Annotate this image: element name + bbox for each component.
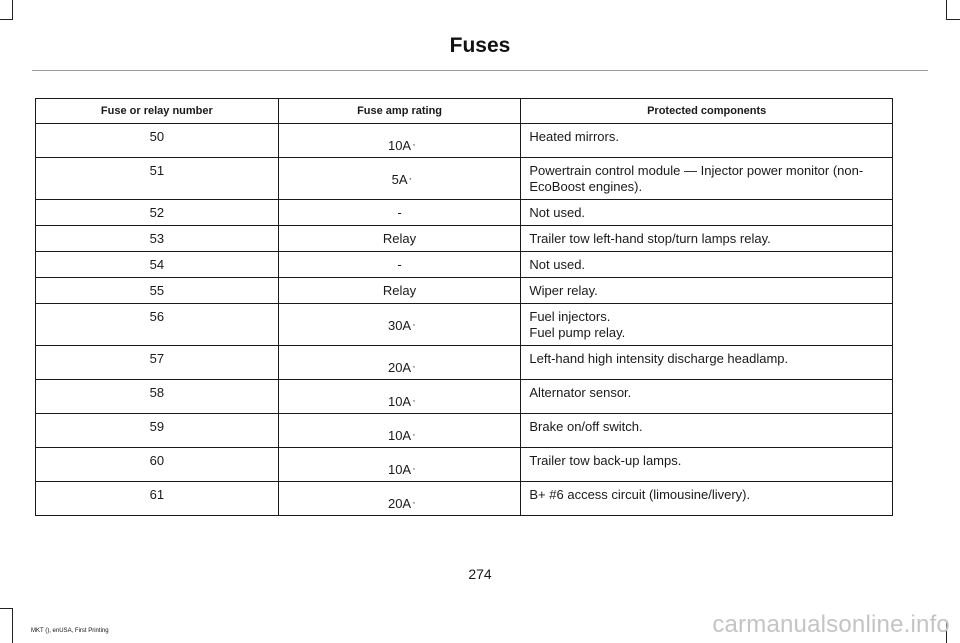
amp-rating-value: 10A bbox=[387, 428, 412, 443]
amp-rating-value: 10A bbox=[387, 394, 412, 409]
protected-components-cell: Powertrain control module — Injector power monitor (non-EcoBoost engines). bbox=[521, 158, 893, 200]
amp-rating-value: Relay bbox=[382, 283, 417, 298]
protected-components-cell: Left-hand high intensity discharge headlamp. bbox=[521, 346, 893, 380]
column-header-protected-components: Protected components bbox=[521, 99, 893, 124]
amp-rating-cell bbox=[278, 226, 521, 252]
header-rule bbox=[32, 70, 928, 71]
amp-rating-cell bbox=[278, 448, 521, 482]
protected-components-cell: Not used. bbox=[521, 200, 893, 226]
table-row bbox=[36, 278, 893, 304]
amp-rating-value: 30A bbox=[387, 318, 412, 333]
crop-mark-top-right-v bbox=[946, 0, 947, 20]
watermark: carmanualsonline.info bbox=[712, 611, 950, 638]
column-header-amp-rating: Fuse amp rating bbox=[278, 99, 521, 124]
protected-components-cell: B+ #6 access circuit (limousine/livery). bbox=[521, 482, 893, 516]
protected-components-cell: Trailer tow back-up lamps. bbox=[521, 448, 893, 482]
amp-rating-value: Relay bbox=[382, 231, 417, 246]
amp-rating-value: 20A bbox=[387, 496, 412, 511]
amp-rating-cell bbox=[278, 200, 521, 226]
amp-rating-cell bbox=[278, 252, 521, 278]
crop-mark-top-left-v bbox=[12, 0, 13, 20]
amp-rating-value: - bbox=[397, 205, 402, 220]
crop-mark-top-right-h bbox=[946, 19, 960, 20]
protected-components-cell: Alternator sensor. bbox=[521, 380, 893, 414]
amp-rating-value: - bbox=[397, 257, 402, 272]
fuse-number-cell: 60 bbox=[36, 448, 279, 482]
page-number: 274 bbox=[468, 566, 492, 582]
crop-mark-bottom-left-h bbox=[0, 608, 13, 609]
table-row bbox=[36, 124, 893, 158]
amp-rating-cell bbox=[278, 346, 521, 380]
table-row bbox=[36, 346, 893, 380]
fuse-number-cell: 53 bbox=[36, 226, 279, 252]
protected-components-cell: Brake on/off switch. bbox=[521, 414, 893, 448]
fuse-number-cell: 61 bbox=[36, 482, 279, 516]
amp-rating-cell bbox=[278, 278, 521, 304]
crop-mark-bottom-left-v bbox=[12, 608, 13, 643]
crop-mark-top-left-h bbox=[0, 19, 13, 20]
amp-rating-value: 5A bbox=[391, 172, 408, 187]
column-header-fuse-number: Fuse or relay number bbox=[36, 99, 279, 124]
table-row bbox=[36, 414, 893, 448]
fuse-number-cell: 50 bbox=[36, 124, 279, 158]
protected-components-cell: Not used. bbox=[521, 252, 893, 278]
table-row bbox=[36, 252, 893, 278]
fuse-number-cell: 52 bbox=[36, 200, 279, 226]
amp-rating-cell bbox=[278, 414, 521, 448]
amp-rating-value: 20A bbox=[387, 360, 412, 375]
fuse-number-cell: 56 bbox=[36, 304, 279, 346]
protected-components-cell: Trailer tow left-hand stop/turn lamps relay. bbox=[521, 226, 893, 252]
amp-rating-cell bbox=[278, 482, 521, 516]
footer-text: MKT (), enUSA, First Printing bbox=[31, 628, 109, 634]
amp-rating-cell bbox=[278, 304, 521, 346]
fuse-number-cell: 59 bbox=[36, 414, 279, 448]
amp-rating-value: 10A bbox=[387, 462, 412, 477]
table-row bbox=[36, 158, 893, 200]
amp-rating-cell bbox=[278, 124, 521, 158]
table-row bbox=[36, 380, 893, 414]
fuse-number-cell: 58 bbox=[36, 380, 279, 414]
table-header-row bbox=[36, 99, 893, 124]
protected-components-cell: Heated mirrors. bbox=[521, 124, 893, 158]
page-title: Fuses bbox=[449, 34, 511, 57]
fuse-table bbox=[35, 98, 893, 516]
table-row bbox=[36, 200, 893, 226]
amp-rating-value: 10A bbox=[387, 138, 412, 153]
protected-components-cell: Fuel injectors. Fuel pump relay. bbox=[521, 304, 893, 346]
fuse-number-cell: 55 bbox=[36, 278, 279, 304]
amp-rating-cell bbox=[278, 158, 521, 200]
fuse-number-cell: 51 bbox=[36, 158, 279, 200]
fuse-number-cell: 54 bbox=[36, 252, 279, 278]
table-row bbox=[36, 448, 893, 482]
protected-components-cell: Wiper relay. bbox=[521, 278, 893, 304]
fuse-table-body bbox=[36, 124, 893, 516]
table-row bbox=[36, 226, 893, 252]
amp-rating-cell bbox=[278, 380, 521, 414]
table-row bbox=[36, 482, 893, 516]
table-row bbox=[36, 304, 893, 346]
fuse-number-cell: 57 bbox=[36, 346, 279, 380]
